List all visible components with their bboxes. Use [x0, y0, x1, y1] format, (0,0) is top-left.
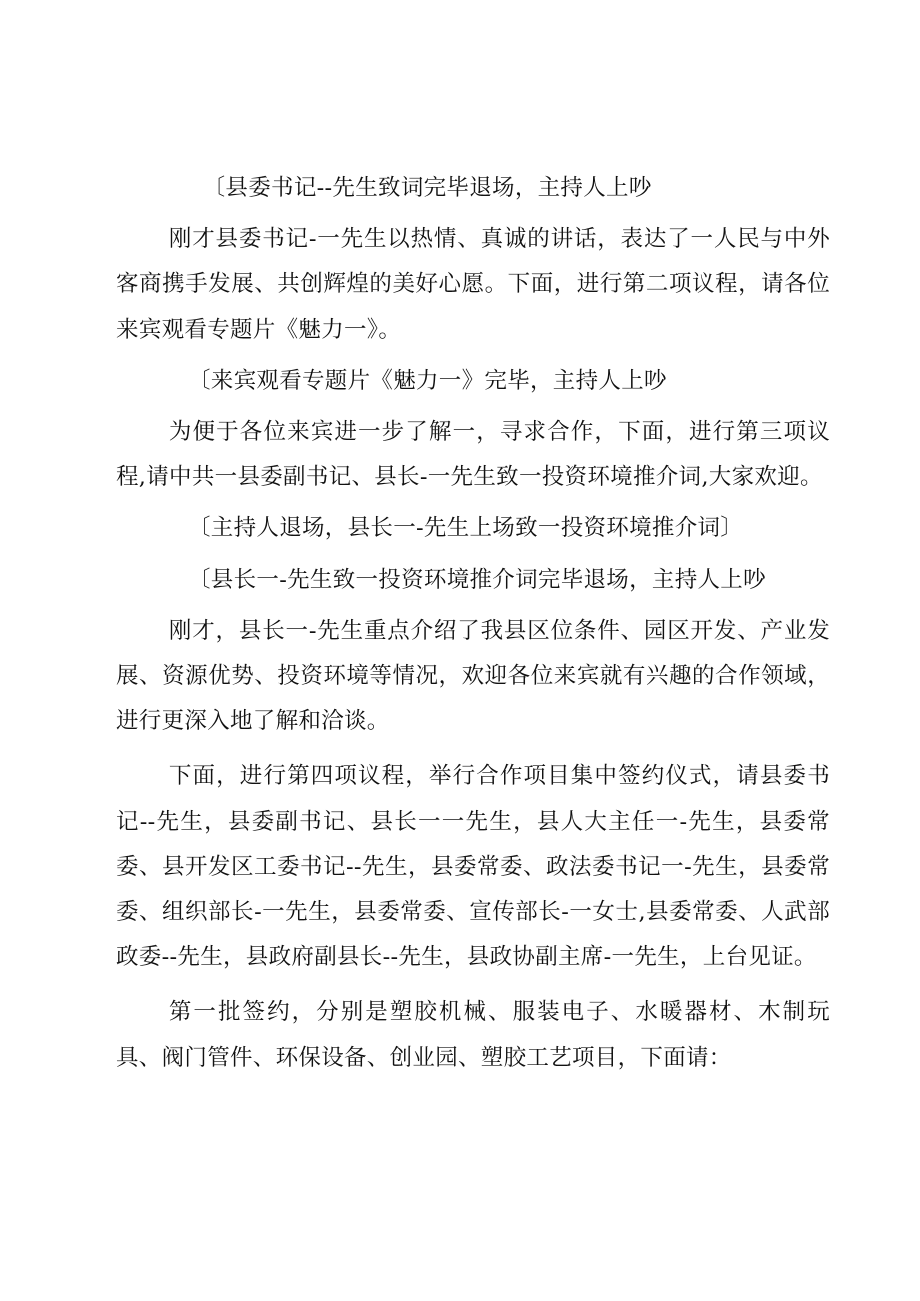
paragraph-secretary-remarks: 刚才县委书记-一先生以热情、真诚的讲话，表达了一人民与中外客商携手发展、共创辉煌的美好心愿。下面，进行第二项议程，请各位来宾观看专题片《魅力一》。: [116, 226, 830, 343]
stage-direction-mayor-exit: 〔县长一-先生致一投资环境推介词完毕退场，主持人上吵: [188, 566, 766, 593]
stage-direction-film-end: 〔来宾观看专题片《魅力一》完毕，主持人上吵: [188, 367, 667, 394]
paragraph-mayor-summary: 刚才，县长一-先生重点介绍了我县区位条件、园区开发、产业发展、资源优势、投资环境等情况，欢迎各位来宾就有兴趣的合作领域，进行更深入地了解和洽谈。: [116, 617, 830, 735]
document-body: [116, 166, 830, 1081]
stage-direction-mayor-enter: 〔主持人退场，县长一-先生上场致一投资环境推介词〕: [188, 515, 744, 542]
paragraph-first-signing: 第一批签约，分别是塑胶机械、服装电子、水暖器材、木制玩具、阀门管件、环保设备、创业园、塑胶工艺项目，下面请：: [116, 999, 830, 1071]
stage-direction-secretary-exit: 〔县委书记--先生致词完毕退场，主持人上吵: [202, 175, 652, 201]
paragraph-fourth-agenda: 下面，进行第四项议程，举行合作项目集中签约仪式，请县委书记--先生，县委副书记、县长一一先生，县人大主任一-先生，县委常委、县开发区工委书记--先生，县委常委、政法委书记一-先生，县委常委、组织部长-一先生，县委常委、宣传部长-一女士,县委常委、人武部政委--先生，县政府副县长--先生，县政协副主席-一先生，上台见证。: [116, 763, 830, 971]
paragraph-third-agenda: 为便于各位来宾进一步了解一，寻求合作，下面，进行第三项议程,请中共一县委副书记、县长-一先生致一投资环境推介词,大家欢迎。: [116, 419, 830, 491]
